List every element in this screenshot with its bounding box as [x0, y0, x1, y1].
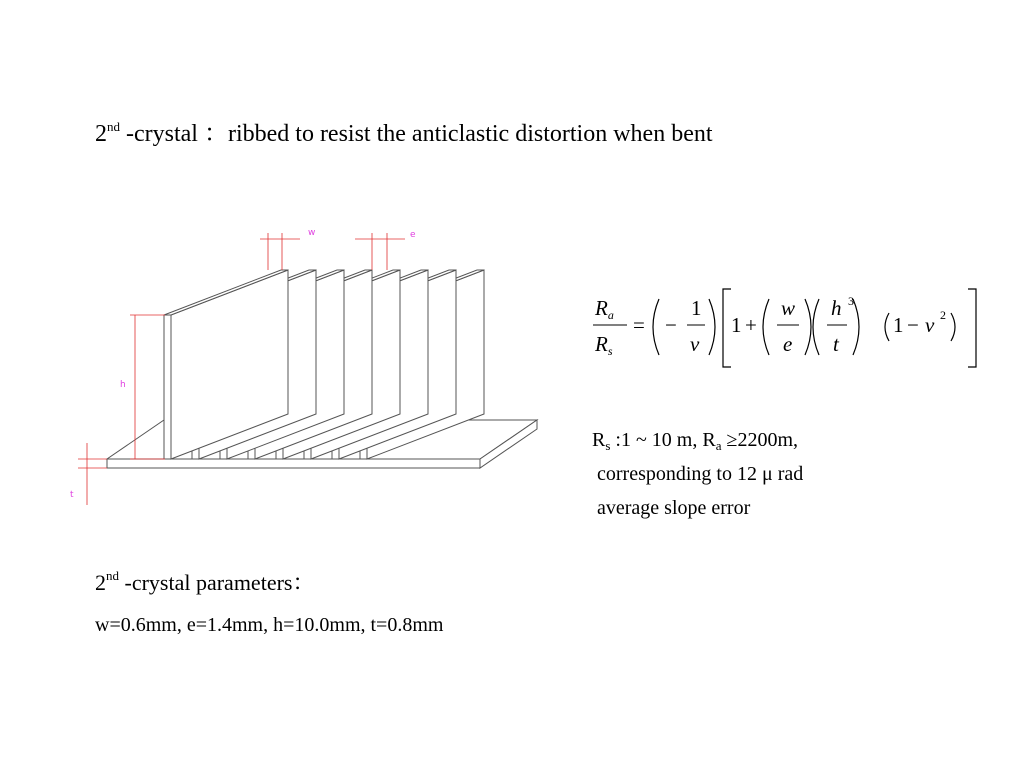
- svg-text:1: 1: [691, 296, 702, 320]
- dim-t-label: t: [70, 490, 74, 500]
- svg-text:−: −: [665, 313, 677, 337]
- formula-equals: =: [633, 313, 645, 337]
- formula-rs: Rs: [595, 332, 613, 358]
- svg-text:+: +: [745, 313, 757, 337]
- slide-title: 2nd -crystal ：ribbed to resist the anticlastic distortion when bent: [95, 119, 713, 147]
- parameters-values: w=0.6mm, e=1.4mm, h=10.0mm, t=0.8mm: [95, 614, 444, 636]
- svg-text:3: 3: [848, 294, 854, 308]
- svg-text:ν: ν: [690, 332, 700, 356]
- dim-w-label: w: [308, 228, 316, 238]
- svg-text:t: t: [833, 332, 839, 356]
- ribs-group: [164, 270, 484, 459]
- ribbed-crystal-figure: [60, 215, 550, 515]
- anticlastic-formula: [585, 283, 985, 375]
- parameters-heading: 2nd -crystal parameters：: [95, 568, 315, 595]
- dim-h-label: h: [120, 380, 126, 390]
- svg-text:−: −: [907, 313, 919, 337]
- rib-front: [164, 315, 171, 459]
- base-plate-front: [107, 459, 480, 468]
- slope-error-text: average slope error: [597, 497, 751, 519]
- svg-text:2: 2: [940, 308, 946, 322]
- svg-text:w: w: [781, 296, 796, 320]
- svg-text:h: h: [831, 296, 842, 320]
- corresponding-text: corresponding to 12 μ rad: [597, 463, 804, 485]
- svg-text:1: 1: [893, 313, 904, 337]
- dim-e-label: e: [410, 230, 416, 240]
- svg-text:1: 1: [731, 313, 742, 337]
- svg-text:ν: ν: [925, 313, 935, 337]
- formula-ra: Ra: [595, 296, 614, 322]
- radius-ranges: $R_s$ :1 ~ 10 m, $R_a \ge 2200m$,: [592, 429, 799, 453]
- svg-text:e: e: [783, 332, 793, 356]
